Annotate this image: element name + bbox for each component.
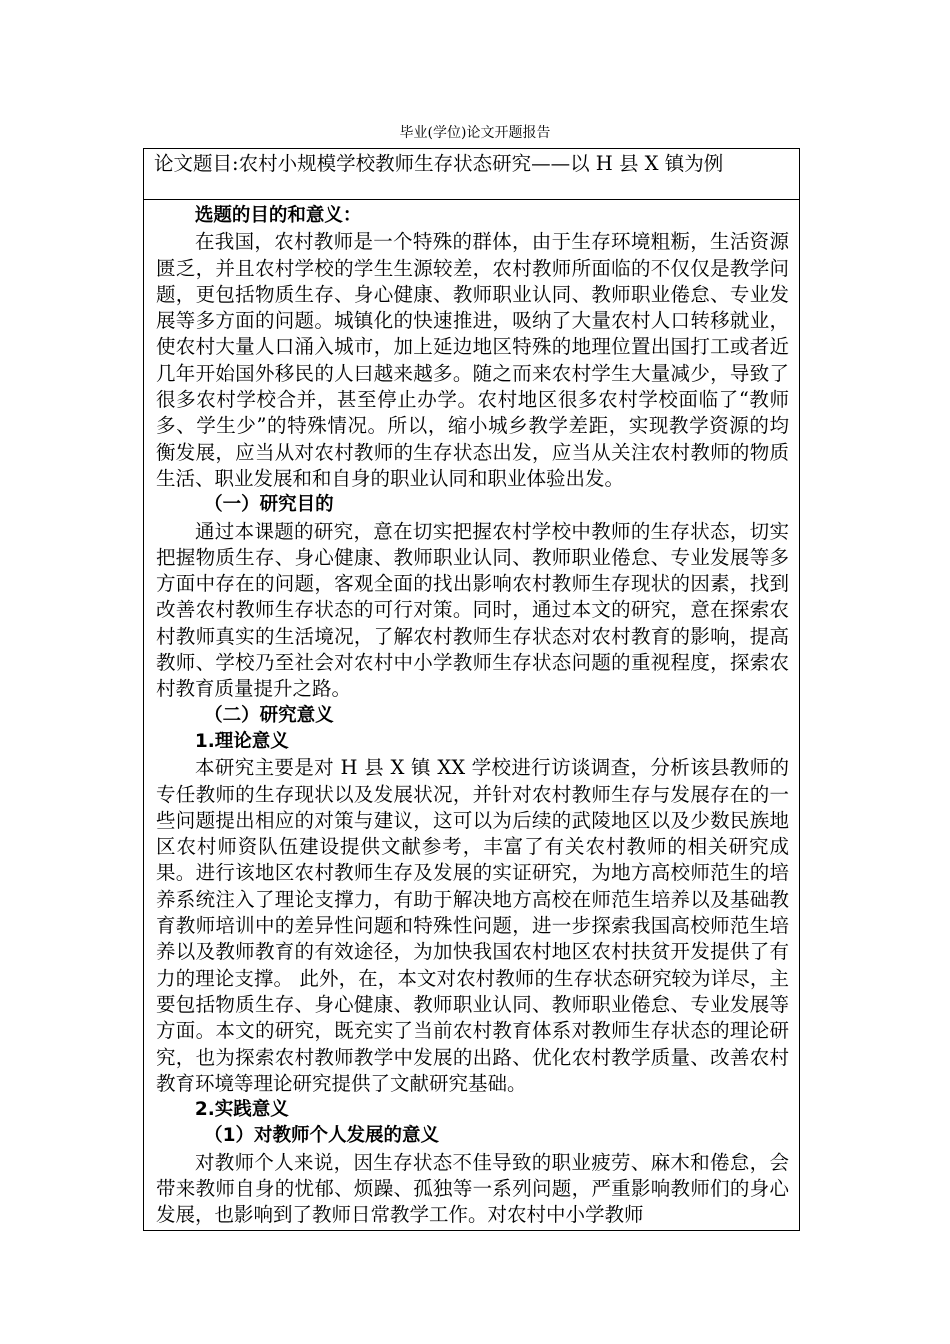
personal-paragraph: 对教师个人来说，因生存状态不佳导致的职业疲劳、麻木和倦怠，会带来教师自身的忧郁、烦躁、孤独等一系列问题，严重影响教师们的身心发展，也影响到了教师日常教学工作。对农村中小学教师 (156, 1150, 789, 1227)
report-content-cell (143, 199, 800, 1231)
purpose-paragraph: 通过本课题的研究，意在切实把握农村学校中教师的生存状态，切实把握物质生存、身心健康、教师职业认同、教师职业倦怠、专业发展等多方面中存在的问题，客观全面的找出影响农村教师生存现状的因素，找到改善农村教师生存状态的可行对策。同时，通过本文的研究，意在探索农村教师真实的生活境况，了解农村教师生存状态对农村教育的影响，提高教师、学校乃至社会对农村中小学教师生存状态问题的重视程度，探索农村教育质量提升之路。 (156, 519, 789, 701)
purpose-heading: （一）研究目的 (204, 494, 334, 516)
thesis-title-text: 论文题目:农村小规模学校教师生存状态研究——以 H 县 X 镇为例 (154, 152, 724, 175)
theory-paragraph: 本研究主要是对 H 县 X 镇 XX 学校进行访谈调查，分析该县教师的专任教师的生存现状以及发展状况，并针对农村教师生存与发展存在的一些问题提出相应的对策与建议，这可以为后续的武陵地区以及少数民族地区农村师资队伍建设提供文献参考，丰富了有关农村教师的相关研究成果。进行该地区农村教师生存及发展的实证研究，为地方高校师范生的培养系统注入了理论支撑力，有助于解决地方高校在师范生培养以及基础教育教师培训中的差异性问题和特殊性问题，进一步探索我国高校师范生培养以及教师教育的有效途径，为加快我国农村地区农村扶贫开发提供了有力的理论支撑。 此外，在，本文对农村教师的生存状态研究较为详尽，主要包括物质生存、身心健康、教师职业认同、教师职业倦怠、专业发展等方面。本文的研究，既充实了当前农村教育体系对教师生存状态的理论研究，也为探索农村教师教学中发展的出路、优化农村教学质量、改善农村教育环境等理论研究提供了文献研究基础。 (156, 756, 789, 1095)
personal-heading: （1）对教师个人发展的意义 (204, 1125, 439, 1147)
practice-heading: 2.实践意义 (194, 1099, 289, 1121)
section-heading: 选题的目的和意义： (194, 205, 362, 226)
intro-paragraph: 在我国，农村教师是一个特殊的群体，由于生存环境粗粝，生活资源匮乏，并且农村学校的学生生源较差，农村教师所面临的不仅仅是教学问题，更包括物质生存、身心健康、教师职业认同、教师职业倦怠、专业发展等多方面的问题。城镇化的快速推进，吸纳了大量农村人口转移就业，使农村大量人口涌入城市，加上延边地区特殊的地理位置出国打工或者近几年开始国外移民的人曰越来越多。随之而来农村学生大量减少，导致了很多农村学校合并，甚至停止办学。农村地区很多农村学校面临了“教师多、学生少”的特殊情况。所以，缩小城乡教学差距，实现教学资源的均衡发展，应当从对农村教师的生存状态出发，应当从关注农村教师的物质生活、职业发展和和自身的职业认同和职业体验出发。 (156, 230, 789, 490)
significance-heading: （二）研究意义 (204, 704, 334, 726)
thesis-title-cell (143, 148, 800, 200)
theory-heading: 1.理论意义 (194, 730, 289, 752)
page-header: 毕业(学位)论文开题报告 (399, 125, 551, 141)
